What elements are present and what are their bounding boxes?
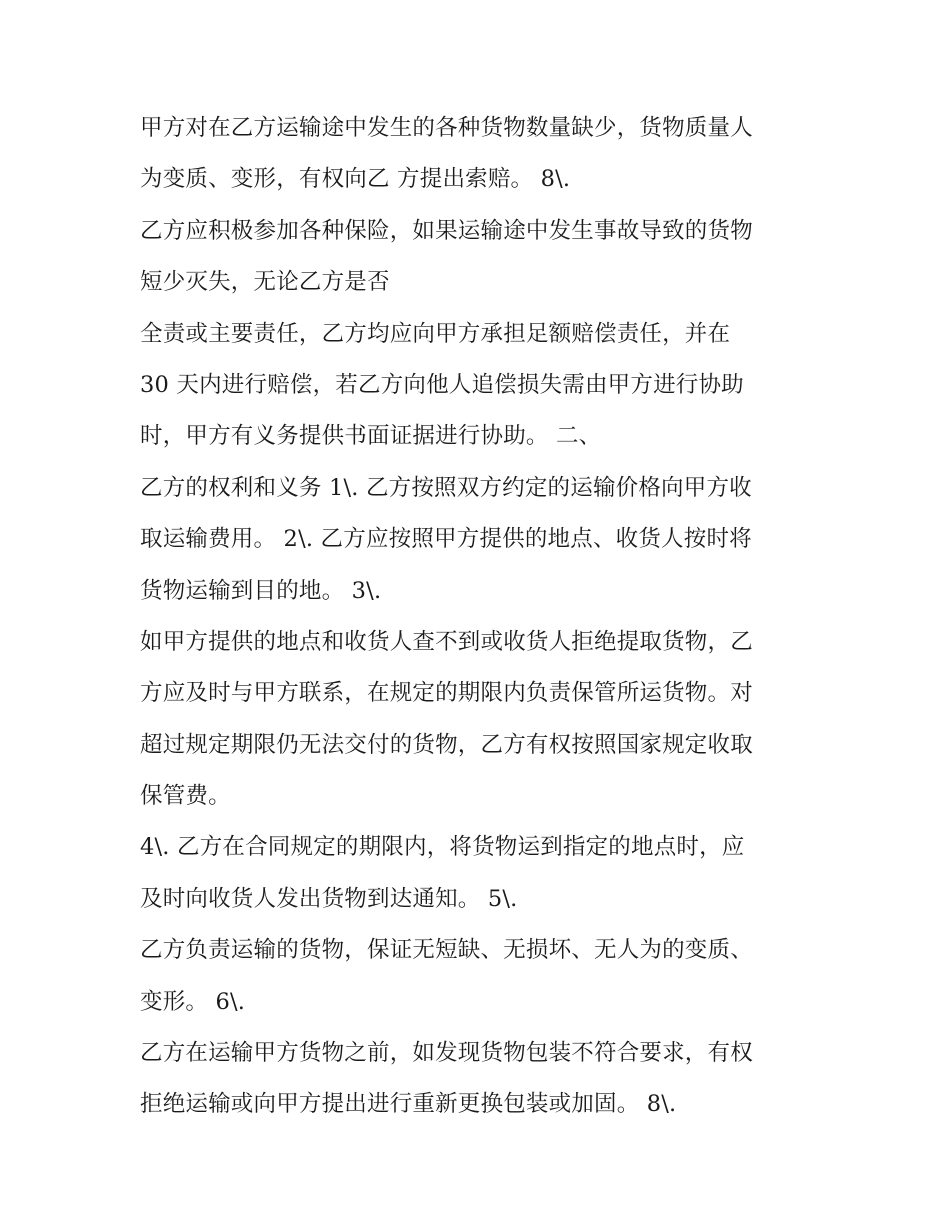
text-line: 货物运输到目的地。 3\. <box>140 577 382 604</box>
text-line: 取运输费用。 2\. 乙方应按照甲方提供的地点、收货人按时将 <box>140 526 752 553</box>
text-line: 短少灭失，无论乙方是否 <box>140 269 390 296</box>
text-line: 30 天内进行赔偿，若乙方向他人追偿损失需由甲方进行协助 <box>140 371 744 398</box>
text-line: 时，甲方有义务提供书面证据进行协助。 二、 <box>140 423 602 450</box>
text-line: 甲方对在乙方运输途中发生的各种货物数量缺少，货物质量人 <box>140 115 753 141</box>
document-body <box>140 103 820 1131</box>
text-line: 乙方应积极参加各种保险，如果运输途中发生事故导致的货物 <box>140 217 753 244</box>
text-line: 保管费。 <box>140 783 231 810</box>
text-line: 方应及时与甲方联系，在规定的期限内负责保管所运货物。对 <box>140 680 753 707</box>
text-line: 乙方在运输甲方货物之前，如发现货物包装不符合要求，有权 <box>140 1040 753 1067</box>
text-line: 全责或主要责任，乙方均应向甲方承担足额赔偿责任，并在 <box>140 320 731 347</box>
text-line: 超过规定期限仍无法交付的货物，乙方有权按照国家规定收取 <box>140 731 753 758</box>
text-line: 及时向收货人发出货物到达通知。 5\. <box>140 885 518 912</box>
text-line: 乙方负责运输的货物，保证无短缺、无损坏、无人为的变质、 <box>140 937 753 964</box>
text-line: 4\. 乙方在合同规定的期限内，将货物运到指定的地点时，应 <box>140 834 745 861</box>
text-line: 为变质、变形，有权向乙 方提出索赔。 8\. <box>140 166 571 193</box>
text-line: 乙方的权利和义务 1\. 乙方按照双方约定的运输价格向甲方收 <box>140 474 752 501</box>
text-line: 变形。 6\. <box>140 988 246 1015</box>
text-line: 如甲方提供的地点和收货人查不到或收货人拒绝提取货物，乙 <box>140 628 753 655</box>
text-line: 拒绝运输或向甲方提出进行重新更换包装或加固。 8\. <box>140 1091 677 1118</box>
